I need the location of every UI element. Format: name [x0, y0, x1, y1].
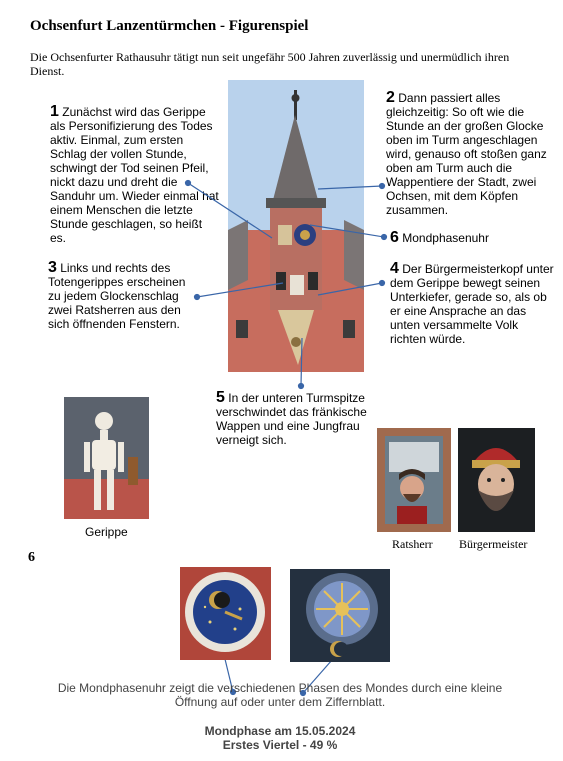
- step-5-text: In der unteren Turmspitze verschwindet das fränkische Wappen und eine Jungfrau verneigt sich.: [216, 391, 367, 447]
- moon-description-line2: Öffnung auf oder unter dem Ziffernblatt.: [174, 695, 386, 709]
- ratsherr-caption: Ratsherr: [392, 537, 433, 551]
- step-6-text: Mondphasenuhr: [402, 231, 489, 245]
- moon-date: Mondphase am 15.05.2024: [204, 724, 356, 738]
- step-4-number: 4: [390, 260, 399, 277]
- moon-dial-photo-right: [290, 569, 390, 662]
- connector-1: [188, 183, 272, 238]
- section-6-number: 6: [28, 550, 35, 565]
- page-title: Ochsenfurt Lanzentürmchen - Figurenspiel: [30, 18, 309, 34]
- connector-6: [310, 225, 384, 237]
- connector-3: [197, 283, 283, 297]
- step-1-text: Zunächst wird das Gerippe als Personifizierung des Todes aktiv. Einmal, zum ersten Schlag der vollen Stunde, schwingt der Tod seinen Pfeil, nickt dazu und dreht die Sanduhr um. Wieder einmal hat einem Menschen die letzte Stunde geschlagen, so heißt es.: [50, 105, 219, 245]
- gerippe-caption: Gerippe: [85, 525, 128, 539]
- step-1-number: 1: [50, 103, 59, 120]
- moon-phase: Erstes Viertel - 49 %: [222, 738, 338, 752]
- ratsherr-photo: [377, 428, 451, 532]
- step-2-number: 2: [386, 89, 395, 106]
- moon-description: [30, 681, 530, 709]
- step-5-number: 5: [216, 389, 225, 406]
- intro-text: Die Ochsenfurter Rathausuhr tätigt nun seit ungefähr 500 Jahren zuverlässig und unermüdlich ihren Dienst.: [30, 50, 510, 78]
- connector-2: [318, 186, 382, 189]
- moon-status: [130, 724, 430, 752]
- buergermeister-caption: Bürgermeister: [459, 537, 528, 551]
- moon-description-line1: Die Mondphasenuhr zeigt die verschiedenen Phasen des Mondes durch eine kleine: [57, 681, 503, 695]
- connector-5: [301, 338, 302, 386]
- buergermeister-photo: [458, 428, 535, 532]
- gerippe-photo: [64, 397, 149, 519]
- step-3-number: 3: [48, 259, 57, 276]
- step-6-number: 6: [390, 229, 399, 246]
- connector-4: [318, 283, 382, 295]
- moon-dial-photo-left: [180, 567, 271, 660]
- step-3-text: Links und rechts des Totengerippes erscheinen zu jedem Glockenschlag zwei Ratsherren aus den sich öffnenden Fenstern.: [48, 261, 186, 331]
- step-4-text: Der Bürgermeisterkopf unter dem Gerippe bewegt seinen Unterkiefer, gerade so, als ob er eine Ansprache an das unten versammelte Volk richten würde.: [390, 262, 554, 346]
- step-2-text: Dann passiert alles gleichzeitig: So oft wie die Stunde an der großen Glocke oben im Turm angeschlagen wird, genauso oft stoßen ganz oben am Turm auch die Wappentiere der Stadt, zwei Ochsen, mit dem Köpfen zusammen.: [386, 91, 547, 217]
